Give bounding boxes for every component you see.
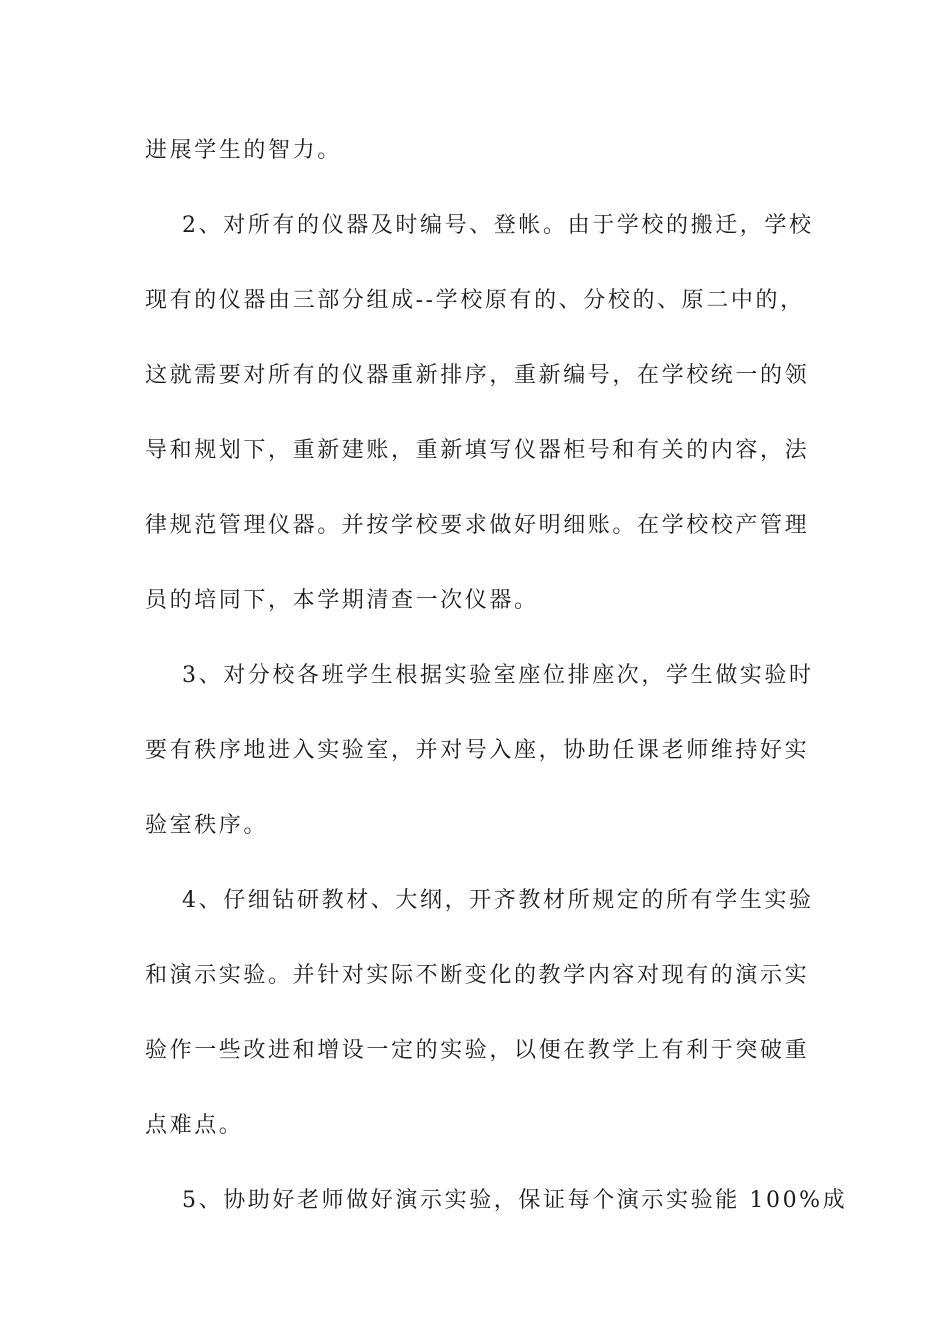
- paragraph-line: 律规范管理仪器。并按学校要求做好明细账。在学校校产管理: [145, 513, 810, 538]
- paragraph-line: 点难点。: [145, 1113, 244, 1138]
- paragraph-line: 这就需要对所有的仪器重新排序，重新编号，在学校统一的领: [145, 363, 810, 388]
- paragraph-line: 要有秩序地进入实验室，并对号入座，协助任课老师维持好实: [145, 738, 810, 763]
- paragraph-line: 验室秩序。: [145, 813, 269, 838]
- paragraph-line: 4、仔细钻研教材、大纲，开齐教材所规定的所有学生实验: [182, 888, 814, 913]
- paragraph-line: 5、协助好老师做好演示实验，保证每个演示实验能 100%成: [182, 1188, 848, 1213]
- paragraph-line: 进展学生的智力。: [145, 138, 342, 163]
- paragraph-line: 和演示实验。并针对实际不断变化的教学内容对现有的演示实: [145, 963, 810, 988]
- paragraph-line: 员的培同下，本学期清查一次仪器。: [145, 588, 539, 613]
- paragraph-line: 3、对分校各班学生根据实验室座位排座次，学生做实验时: [182, 663, 814, 688]
- paragraph-line: 验作一些改进和增设一定的实验，以便在教学上有利于突破重: [145, 1038, 810, 1063]
- paragraph-line: 2、对所有的仪器及时编号、登帐。由于学校的搬迁，学校: [182, 213, 814, 238]
- paragraph-line: 导和规划下，重新建账，重新填写仪器柜号和有关的内容，法: [145, 438, 810, 463]
- paragraph-line: 现有的仪器由三部分组成--学校原有的、分校的、原二中的，: [145, 288, 805, 313]
